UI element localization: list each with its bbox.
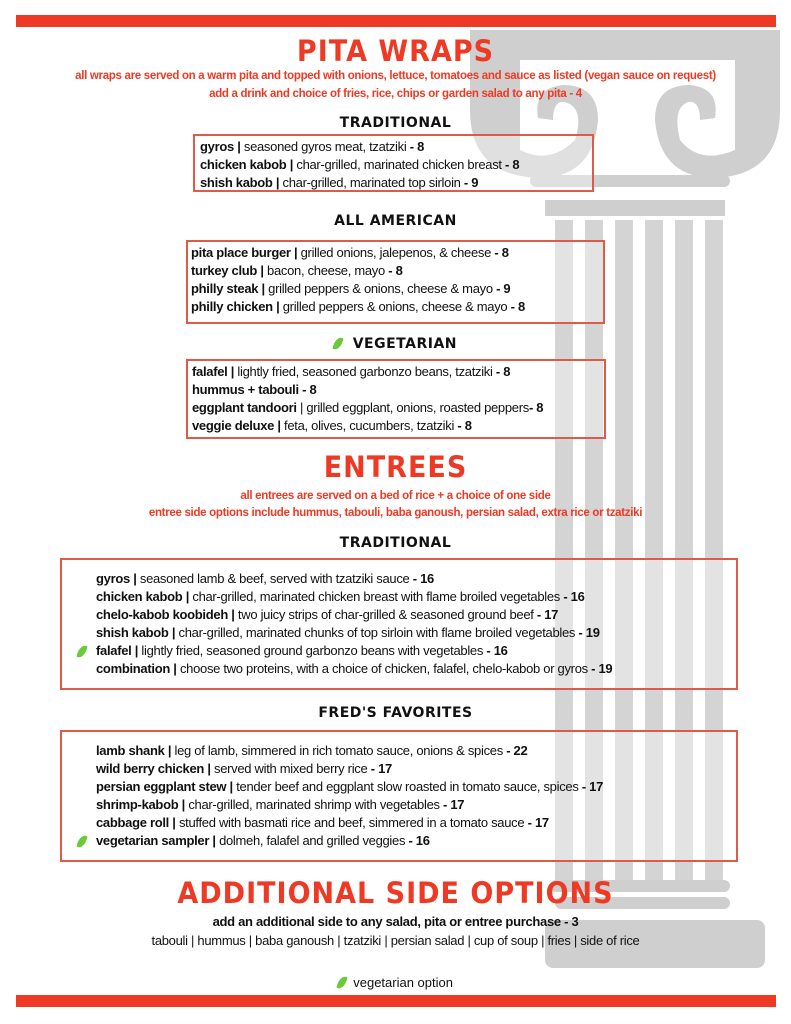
- pita-american-box: [186, 240, 605, 324]
- item-description: grilled peppers & onions, cheese & mayo: [279, 299, 508, 314]
- entrees-note-2: entree side options include hummus, tabouli, baba ganoush, persian salad, extra rice or tzatziki: [148, 507, 643, 519]
- entrees-traditional-heading: TRADITIONAL: [339, 535, 452, 551]
- item-name: wild berry chicken |: [96, 761, 211, 776]
- menu-item: [96, 742, 736, 760]
- item-name: falafel |: [96, 643, 139, 658]
- item-description: tender beef and eggplant slow roasted in tomato sauce, spices: [232, 779, 579, 794]
- menu-item: [191, 298, 603, 316]
- item-name: shish kabob |: [96, 625, 176, 640]
- item-price: - 16: [560, 589, 585, 604]
- menu-item: [192, 363, 604, 381]
- menu-item: [96, 760, 736, 778]
- sides-list: tabouli | hummus | baba ganoush | tzatziki | persian salad | cup of soup | fries | side of rice: [151, 933, 640, 948]
- item-description: choose two proteins, with a choice of chicken, falafel, chelo-kabob or gyros: [176, 661, 588, 676]
- item-price: - 8: [384, 263, 403, 278]
- item-price: - 17: [439, 797, 465, 812]
- item-name: veggie deluxe |: [192, 418, 281, 433]
- item-price: - 16: [483, 643, 508, 658]
- menu-item: [96, 814, 736, 832]
- item-price: - 17: [524, 815, 549, 830]
- item-name: lamb shank |: [96, 743, 172, 758]
- leaf-icon: [332, 336, 343, 351]
- item-description: char-grilled, marinated chicken breast with flame broiled vegetables: [189, 589, 561, 604]
- entrees-traditional-box: [60, 558, 738, 690]
- leaf-icon: [336, 975, 347, 990]
- pita-note-2: add a drink and choice of fries, rice, chips or garden salad to any pita - 4: [209, 88, 582, 100]
- leaf-icon: [76, 644, 87, 659]
- pita-traditional-heading: TRADITIONAL: [339, 115, 452, 131]
- item-price: - 22: [502, 743, 528, 758]
- vegetarian-legend: [0, 975, 791, 990]
- item-description: served with mixed berry rice: [210, 761, 368, 776]
- sides-note: add an additional side to any salad, pita or entree purchase - 3: [212, 914, 579, 929]
- item-name: gyros |: [96, 571, 137, 586]
- item-name: shrimp-kabob |: [96, 797, 186, 812]
- menu-item: [192, 381, 604, 399]
- entrees-note-1: all entrees are served on a bed of rice + a choice of one side: [240, 490, 551, 502]
- menu-item: [96, 624, 736, 642]
- item-name: persian eggplant stew |: [96, 779, 233, 794]
- menu-item: [96, 778, 736, 796]
- item-name: falafel |: [192, 364, 235, 379]
- item-description: seasoned lamb & beef, served with tzatziki sauce: [136, 571, 410, 586]
- item-description: seasoned gyros meat, tzatziki: [240, 139, 407, 154]
- pita-vegetarian-heading: [0, 336, 791, 352]
- menu-item: [96, 796, 736, 814]
- item-name: hummus + tabouli: [192, 382, 299, 397]
- item-description: two juicy strips of char-grilled & seasoned ground beef: [234, 607, 534, 622]
- menu-item: [96, 660, 736, 678]
- item-name: combination |: [96, 661, 177, 676]
- menu-item: [200, 174, 592, 192]
- item-price: - 19: [575, 625, 600, 640]
- item-price: - 8: [501, 157, 520, 172]
- menu-item: [96, 588, 736, 606]
- item-name: eggplant tandoori: [192, 400, 297, 415]
- item-price: - 8: [406, 139, 425, 154]
- pita-wraps-title: PITA WRAPS: [296, 34, 495, 69]
- item-price: - 8: [492, 364, 511, 379]
- item-description: leg of lamb, simmered in rich tomato sauce, onions & spices: [171, 743, 503, 758]
- pita-note-1: all wraps are served on a warm pita and topped with onions, lettuce, tomatoes and sauce as listed (vegan sauce on request): [75, 70, 716, 82]
- pita-vegetarian-box: [186, 359, 606, 439]
- pita-american-heading: ALL AMERICAN: [334, 213, 457, 229]
- item-name: cabbage roll |: [96, 815, 176, 830]
- menu-item: [200, 156, 592, 174]
- item-description: | grilled eggplant, onions, roasted peppers: [296, 400, 529, 415]
- menu-item: [191, 244, 603, 262]
- item-description: grilled peppers & onions, cheese & mayo: [264, 281, 493, 296]
- item-price: - 8: [298, 382, 317, 397]
- item-name: philly steak |: [191, 281, 265, 296]
- menu-item: [191, 262, 603, 280]
- item-description: lightly fried, seasoned garbonzo beans, tzatziki: [234, 364, 493, 379]
- menu-item: [96, 570, 736, 588]
- item-name: chicken kabob |: [96, 589, 190, 604]
- item-description: bacon, cheese, mayo: [263, 263, 385, 278]
- item-price: - 8: [454, 418, 472, 433]
- item-price: - 9: [460, 175, 479, 190]
- item-price: - 17: [578, 779, 604, 794]
- item-name: gyros |: [200, 139, 241, 154]
- freds-favorites-heading: FRED'S FAVORITES: [318, 705, 473, 721]
- item-description: stuffed with basmati rice and beef, simmered in a tomato sauce: [175, 815, 525, 830]
- item-description: char-grilled, marinated top sirloin: [279, 175, 461, 190]
- item-price: - 9: [492, 281, 511, 296]
- menu-item: [192, 417, 604, 435]
- menu-item: [96, 832, 736, 850]
- menu-item: [96, 606, 736, 624]
- leaf-icon: [76, 834, 87, 849]
- item-price: - 17: [367, 761, 392, 776]
- vegetarian-heading-text: VEGETARIAN: [352, 336, 458, 352]
- additional-sides-title: ADDITIONAL SIDE OPTIONS: [177, 876, 614, 911]
- menu-item: [192, 399, 604, 417]
- item-name: pita place burger |: [191, 245, 298, 260]
- item-price: - 19: [587, 661, 613, 676]
- entrees-title: ENTREES: [323, 450, 468, 485]
- item-price: - 8: [491, 245, 509, 260]
- menu-item: [96, 642, 736, 660]
- item-name: shish kabob |: [200, 175, 280, 190]
- item-description: feta, olives, cucumbers, tzatziki: [280, 418, 455, 433]
- item-price: - 17: [533, 607, 559, 622]
- menu-item: [191, 280, 603, 298]
- item-price: - 8: [528, 400, 544, 415]
- item-price: - 16: [405, 833, 430, 848]
- item-name: chicken kabob |: [200, 157, 294, 172]
- item-name: vegetarian sampler |: [96, 833, 216, 848]
- item-description: char-grilled, marinated chicken breast: [293, 157, 502, 172]
- item-description: grilled onions, jalepenos, & cheese: [297, 245, 492, 260]
- item-description: char-grilled, marinated chunks of top sirloin with flame broiled vegetables: [175, 625, 576, 640]
- item-description: dolmeh, falafel and grilled veggies: [215, 833, 406, 848]
- item-name: philly chicken |: [191, 299, 280, 314]
- freds-favorites-box: [60, 730, 738, 862]
- item-price: - 8: [507, 299, 525, 314]
- item-name: turkey club |: [191, 263, 264, 278]
- item-name: chelo-kabob koobideh |: [96, 607, 235, 622]
- pita-traditional-box: [193, 134, 594, 192]
- item-price: - 16: [409, 571, 434, 586]
- item-description: lightly fried, seasoned ground garbonzo beans with vegetables: [138, 643, 484, 658]
- legend-label: vegetarian option: [353, 975, 453, 990]
- menu-item: [200, 138, 592, 156]
- item-description: char-grilled, marinated shrimp with vegetables: [185, 797, 440, 812]
